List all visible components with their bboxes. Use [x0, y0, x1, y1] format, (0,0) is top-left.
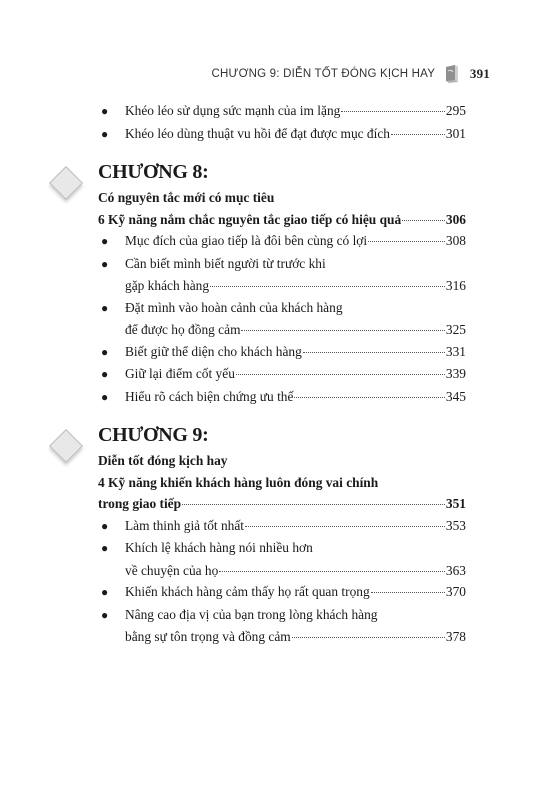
- bullet: ●: [101, 234, 109, 248]
- toc-item-line2[interactable]: [98, 560, 466, 582]
- toc-item-line2[interactable]: [98, 626, 466, 648]
- diamond-icon: [49, 166, 83, 200]
- toc-item[interactable]: [98, 341, 466, 364]
- toc-section-page: 351: [445, 496, 466, 511]
- toc-item-page: 339: [445, 366, 466, 381]
- toc-item-text: bằng sự tôn trọng và đồng cảm: [125, 629, 291, 644]
- dot-leader: [402, 219, 445, 221]
- toc-section-text: 6 Kỹ năng nắm chắc nguyên tắc giao tiếp có hiệu quả: [98, 211, 402, 227]
- chapter-subtitle: Diễn tốt đóng kịch hay: [98, 453, 228, 468]
- toc-item-page: 308: [445, 233, 466, 248]
- toc-item-text: Khéo léo sử dụng sức mạnh của im lặng: [125, 103, 341, 118]
- toc-item-text: gặp khách hàng: [125, 278, 210, 293]
- bullet: ●: [101, 607, 109, 622]
- toc-item-text: để được họ đồng cảm: [125, 322, 241, 337]
- toc-item-page: 331: [445, 343, 466, 359]
- dot-leader: [368, 240, 445, 242]
- toc-section-page: 306: [445, 211, 466, 227]
- bullet: ●: [101, 585, 109, 599]
- bullet: ●: [101, 344, 109, 359]
- toc-item-text: Biết giữ thể diện cho khách hàng: [125, 343, 302, 359]
- dot-leader: [292, 636, 445, 638]
- bullet: ●: [101, 541, 109, 555]
- bullet: ●: [101, 300, 109, 315]
- dot-leader: [303, 351, 445, 353]
- chapter-title: CHƯƠNG 9:: [98, 424, 209, 446]
- toc-item-page: 301: [445, 125, 466, 141]
- bullet: ●: [101, 256, 109, 271]
- dot-leader: [182, 503, 445, 505]
- dot-leader: [210, 285, 445, 287]
- dot-leader: [245, 525, 445, 527]
- toc-item-text: Hiểu rõ cách biện chứng ưu thế: [125, 388, 294, 404]
- running-header-title: CHƯƠNG 9: DIỄN TỐT ĐÓNG KỊCH HAY: [211, 68, 436, 80]
- dot-leader: [241, 329, 444, 331]
- toc-item[interactable]: [98, 386, 466, 409]
- bullet: ●: [101, 126, 109, 141]
- diamond-icon: [49, 429, 83, 463]
- toc-section-text: trong giao tiếp: [98, 496, 182, 511]
- toc-item-line1[interactable]: [98, 604, 466, 627]
- toc-item-text: về chuyện của họ: [125, 562, 219, 578]
- bullet: ●: [101, 104, 109, 118]
- toc-item-page: 345: [445, 388, 466, 404]
- toc-item[interactable]: [98, 100, 466, 123]
- dot-leader: [391, 133, 445, 135]
- toc-item-page: 370: [445, 584, 466, 599]
- toc-item-line2[interactable]: [98, 319, 466, 341]
- toc-section-text: 4 Kỹ năng khiến khách hàng luôn đóng vai chính: [98, 474, 379, 490]
- dot-leader: [341, 110, 445, 112]
- toc-item-line1[interactable]: [98, 537, 466, 560]
- toc-section-line2[interactable]: [98, 493, 466, 515]
- dot-leader: [371, 591, 445, 593]
- dot-leader: [294, 396, 444, 398]
- toc-item-text: Mục đích của giao tiếp là đôi bên cùng có lợi: [125, 233, 368, 248]
- bullet: ●: [101, 367, 109, 381]
- toc-item-text: Nâng cao địa vị của bạn trong lòng khách hàng: [125, 606, 378, 622]
- toc-item-text: Cần biết mình biết người từ trước khi: [125, 255, 326, 271]
- chapter-9: [98, 422, 466, 648]
- bullet: ●: [101, 389, 109, 404]
- toc-item-page: 325: [445, 322, 466, 337]
- toc-item-text: Giữ lại điểm cốt yếu: [125, 366, 235, 381]
- table-of-contents: [98, 100, 466, 648]
- toc-item-text: Làm thinh giả tốt nhất: [125, 517, 245, 533]
- toc-item[interactable]: [98, 230, 466, 253]
- chapter-8: [98, 159, 466, 408]
- toc-item[interactable]: [98, 581, 466, 604]
- book-icon: [444, 64, 460, 84]
- toc-item[interactable]: [98, 515, 466, 538]
- running-header: [0, 64, 490, 84]
- toc-item-line2[interactable]: [98, 275, 466, 297]
- dot-leader: [219, 570, 445, 572]
- toc-section-line1[interactable]: [98, 472, 466, 494]
- bullet: ●: [101, 518, 109, 533]
- toc-item-text: Đặt mình vào hoàn cảnh của khách hàng: [125, 299, 343, 315]
- toc-item-text: Khích lệ khách hàng nói nhiều hơn: [125, 540, 313, 555]
- toc-item-page: 378: [445, 629, 466, 644]
- toc-item-text: Khiến khách hàng cảm thấy họ rất quan trọng: [125, 584, 370, 599]
- chapter-subtitle: Có nguyên tắc mới có mục tiêu: [98, 190, 275, 205]
- toc-item-page: 363: [445, 562, 466, 578]
- toc-item-text: Khéo léo dùng thuật vu hồi để đạt được mục đích: [125, 125, 390, 141]
- chapter-title: CHƯƠNG 8:: [98, 161, 209, 183]
- toc-item-line1[interactable]: [98, 253, 466, 276]
- toc-section[interactable]: [98, 209, 466, 231]
- toc-item[interactable]: [98, 123, 466, 146]
- toc-item-page: 316: [445, 278, 466, 293]
- dot-leader: [236, 373, 445, 375]
- toc-item-page: 295: [445, 103, 466, 118]
- toc-item-page: 353: [445, 517, 466, 533]
- page-number: 391: [469, 66, 490, 81]
- toc-item[interactable]: [98, 363, 466, 386]
- toc-item-line1[interactable]: [98, 297, 466, 320]
